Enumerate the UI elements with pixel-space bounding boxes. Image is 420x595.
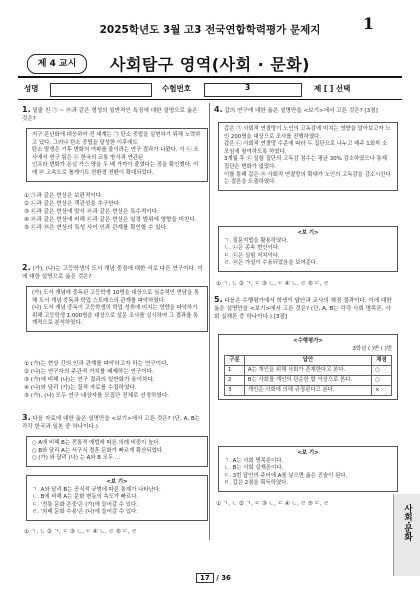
passage-line: ○ (가) 와 달리 (나) 는 A와 B 모두 … bbox=[32, 455, 121, 462]
q1-passage-box bbox=[26, 128, 208, 182]
exam-title: 2025학년도 3월 고3 전국연합학력평가 문제지 bbox=[99, 24, 321, 36]
table-cell: 2 bbox=[225, 376, 245, 386]
view-item: ㄷ. ㉢은 실험 처치이다. bbox=[224, 252, 280, 259]
table-header: 답안 bbox=[244, 356, 371, 366]
table-cell: 3 bbox=[225, 386, 245, 396]
question-5 bbox=[214, 296, 392, 322]
passage-line: ○ B와 달리 A는 서구식 결혼 문화가 빠르게 확산되었다. bbox=[32, 447, 164, 454]
passage-line: ○ A에 비해 B는 전통적 예법에 따른 의례 비중이 높다. bbox=[32, 440, 161, 446]
footer-page-indicator: 17 / 36 bbox=[196, 574, 231, 582]
question-1 bbox=[22, 106, 204, 123]
passage-line: 이를 통해 갑은 ㉣ 사회적 연결망의 확대가 노인의 고독감을 감소시킨다는 결론을 도출하였다. bbox=[224, 171, 391, 186]
q4-options[interactable]: ① ㄱ, ㄴ ② ㄱ, ㄷ ③ ㄴ, ㄷ ④ ㄴ, ㄹ ⑤ ㄷ, ㄹ bbox=[216, 281, 329, 287]
view-item: ㄹ. 갑은 2점을 획득하였다. bbox=[224, 480, 289, 487]
question-stem: 갑의 연구에 대한 옳은 설명만을 <보기>에서 고른 것은? [3점] bbox=[224, 108, 378, 114]
option[interactable]: ① ㉠과 같은 현상은 보편적이다. bbox=[24, 193, 103, 199]
table-header: 채점 bbox=[372, 356, 392, 366]
q4-passage-box bbox=[218, 122, 398, 191]
question-stem: (가), (나)는 고등학생의 도서 개념 중점에 대한 서로 다른 연구이다. 이에 대한 설명으로 옳은 것은? bbox=[22, 266, 203, 281]
q3-passage-box bbox=[26, 436, 208, 467]
passage-line: (가) 도서 개념에 중독된 고등학생 10명을 대상으로 심층적인 면담을 통해 도서 개념 중독과 학업 스트레스의 관계를 파악하였다. bbox=[32, 290, 200, 304]
option[interactable]: ④ ㉣과 같은 현상에 비해 ㉢과 같은 현상은 일정 범위에 영향을 미친다. bbox=[24, 217, 197, 223]
passage-line: 인프라 변화가 온실 가스 양을 두 배 가까이 줄였다는 점을 확인했다. 이에 ㉣ 고속도로 톨게이트 친환경 전환이 확대되었다. bbox=[32, 162, 199, 176]
passage-line: 갑은 ㉠ 사회적 연결망이 노인의 고독감에 미치는 영향을 알아보고자 노인 200명을 대상으로 조사를 진행하였다. bbox=[224, 126, 391, 140]
view-item: ㄴ. B에 비해 A는 문화 변동의 속도가 빠르다. bbox=[32, 494, 139, 501]
question-stem: 다음은 수행평가에서 학생이 답안과 교사의 채점 결과이다. 이에 대한 옳은 설명만을 <보기>에서 고른 것은? (단, A, B는 각각 사회 명목론, 사회 실재론 중 하나이다.) [3점] bbox=[214, 298, 392, 321]
option[interactable]: ① (가)는 현상 간의 인과 관계를 파악하고자 하는 연구이다. bbox=[24, 361, 169, 367]
passage-line: 3개월 후 ㉢ 실험 집단의 고독감 점수는 평균 30% 감소하였으나 통제 집단은 변화가 없었다. bbox=[224, 156, 387, 170]
side-tab-label: 사회·문화 bbox=[402, 504, 413, 542]
q1-options bbox=[24, 192, 206, 232]
passage-line: 갑은 ㉡ 사회적 연결망 수준에 따라 두 집단으로 나누고 매주 1회씩 소모임에 참여하도록 하였다. bbox=[224, 141, 388, 155]
table-cell: 개인은 사회에 의해 규정된다고 본다. bbox=[244, 386, 371, 396]
name-field[interactable] bbox=[50, 83, 152, 97]
view-item: ㄴ. B는 사회 실재론이다. bbox=[224, 465, 284, 472]
table-cell: 1 bbox=[225, 366, 245, 376]
q4-view-box bbox=[218, 226, 398, 272]
evaluation-title: <수행평가> bbox=[293, 338, 323, 344]
q3-view-box bbox=[26, 475, 208, 521]
passage-line: 지구 온난화에 대응하여 전 세계는 ㉠ 탄소 중립을 실현하기 위해 노력하고 있다. 그러나 탄소 중립을 달성한 이후에도 bbox=[32, 132, 201, 146]
table-row bbox=[225, 376, 392, 386]
id-field[interactable] bbox=[204, 83, 302, 97]
view-item: ㄱ. A는 사회 명목론이다. bbox=[224, 457, 284, 464]
column-divider bbox=[209, 103, 210, 540]
table-header: 구분 bbox=[225, 356, 245, 366]
view-item: ㄱ. A와 달리 B는 공식적 규범에 따른 통제가 나타난다. bbox=[32, 486, 161, 493]
option[interactable]: ⑤ ㉢과 ㉣은 현상의 특성 사이 인과 관계를 확인할 수 있다. bbox=[24, 225, 168, 231]
subject-title: 사회탐구 영역(사회 · 문화) bbox=[110, 55, 310, 74]
view-title: <보 기> bbox=[297, 230, 319, 236]
choice-label: 제 [ ] 선택 bbox=[314, 84, 351, 93]
q2-passage-box bbox=[26, 286, 208, 332]
question-3 bbox=[22, 414, 204, 431]
view-item: ㄷ. '전통 문화 존중'은 (가)에 들어갈 수 있다. bbox=[32, 501, 138, 508]
view-item: ㄱ. 질문지법을 활용하였다. bbox=[224, 237, 289, 244]
question-stem: 다음 자료에 대한 옳은 설명만을 <보기>에서 고른 것은? (단, A, B는 각각 한국과 일본 중 하나이다.) bbox=[22, 416, 201, 431]
view-item: ㄴ. ㉡은 종속 변인이다. bbox=[224, 245, 280, 252]
table-cell: ○ bbox=[372, 366, 392, 376]
option[interactable]: ⑤ (가), (나) 모두 연구 대상자를 모집단 전체로 선정하였다. bbox=[24, 393, 170, 399]
table-cell: B는 사회를 개인의 단순한 합 이상으로 본다. bbox=[244, 376, 371, 386]
question-2 bbox=[22, 264, 204, 281]
page-number: 1 bbox=[362, 14, 374, 33]
table-cell: A는 개인을 위해 사회가 존재한다고 본다. bbox=[244, 366, 371, 376]
evaluation-meta: 3학년 ( )반 ( )번 bbox=[352, 345, 392, 352]
table-row bbox=[225, 386, 392, 396]
info-rule bbox=[18, 99, 402, 100]
option[interactable]: ② ㉡과 같은 현상은 객관성을 추구한다. bbox=[24, 201, 121, 207]
candidate-info-row bbox=[18, 82, 402, 96]
evaluation-table bbox=[224, 355, 392, 396]
q2-options bbox=[24, 360, 206, 400]
subject-side-tab bbox=[393, 494, 420, 576]
question-number: 1. bbox=[22, 105, 31, 114]
view-title: <보 기> bbox=[297, 450, 319, 456]
id-label: 수험번호 bbox=[162, 84, 191, 93]
option[interactable]: ② (나)는 연구자의 주관적 가치를 배제하는 연구이다. bbox=[24, 369, 154, 375]
passage-line: 탄소 발생은 기후 변화의 여파를 줄이려는 연구 결과가 나왔다. 이 ㉡ 조사에서 연구 팀은 ㉢ 한국의 교통 방식과 연관된 bbox=[32, 147, 199, 161]
period-label: 제 4 교시 bbox=[27, 54, 87, 74]
table-row bbox=[225, 366, 392, 376]
question-4 bbox=[214, 106, 392, 115]
passage-line: (나) 도서 개념 중독이 고등학생의 학업 성취에 미치는 영향을 파악하기 위해 고등학생 1,000명을 대상으로 설문 조사를 실시하여 그 결과를 통계적으로 분석하였다. bbox=[32, 305, 199, 327]
question-number: 5. bbox=[214, 295, 223, 304]
name-label: 성명 bbox=[24, 84, 39, 93]
q5-evaluation-box bbox=[218, 334, 398, 400]
q3-options[interactable]: ① ㄱ, ㄴ ② ㄱ, ㄷ ③ ㄴ, ㄷ ④ ㄴ, ㄹ ⑤ ㄷ, ㄹ bbox=[24, 529, 137, 535]
header-rule bbox=[18, 76, 402, 78]
current-page: 17 bbox=[196, 573, 214, 583]
question-stem: 밑줄 친 ㉠ ~ ㉣과 같은 형성의 일반적인 특징에 대한 설명으로 옳은 것은? bbox=[22, 108, 198, 123]
table-cell: ○ bbox=[372, 376, 392, 386]
question-number: 4. bbox=[214, 105, 223, 114]
option[interactable]: ③ ㉢과 같은 현상에 맞서 ㉣과 같은 현상은 특수적이다. bbox=[24, 209, 159, 215]
q5-view-box bbox=[218, 446, 398, 492]
q5-options[interactable]: ① ㄱ, ㄴ ② ㄱ, ㄷ ③ ㄴ, ㄷ ④ ㄴ, ㄹ ⑤ ㄷ, ㄹ bbox=[216, 501, 329, 507]
view-item: ㄹ. ㉣은 가설이 수용되었음을 보여준다. bbox=[224, 260, 318, 267]
view-item: ㄹ. '외래 문화 수용'은 (나)에 들어갈 수 있다. bbox=[32, 509, 138, 516]
question-number: 2. bbox=[22, 263, 31, 272]
option[interactable]: ③ (가)에 비해 (나)는 연구 결과의 일반화가 용이하다. bbox=[24, 377, 155, 383]
table-cell: × bbox=[372, 386, 392, 396]
view-title: <보 기> bbox=[106, 479, 128, 485]
option[interactable]: ④ (나)와 달리 (가)는 질적 자료를 수집하였다. bbox=[24, 385, 137, 391]
view-item: ㄷ. 3번 답안의 주어에 A를 넣으면 옳은 진술이 된다. bbox=[224, 472, 348, 479]
question-number: 3. bbox=[22, 413, 31, 422]
id-prefix: 3 bbox=[245, 83, 251, 92]
total-pages: 36 bbox=[221, 574, 231, 582]
